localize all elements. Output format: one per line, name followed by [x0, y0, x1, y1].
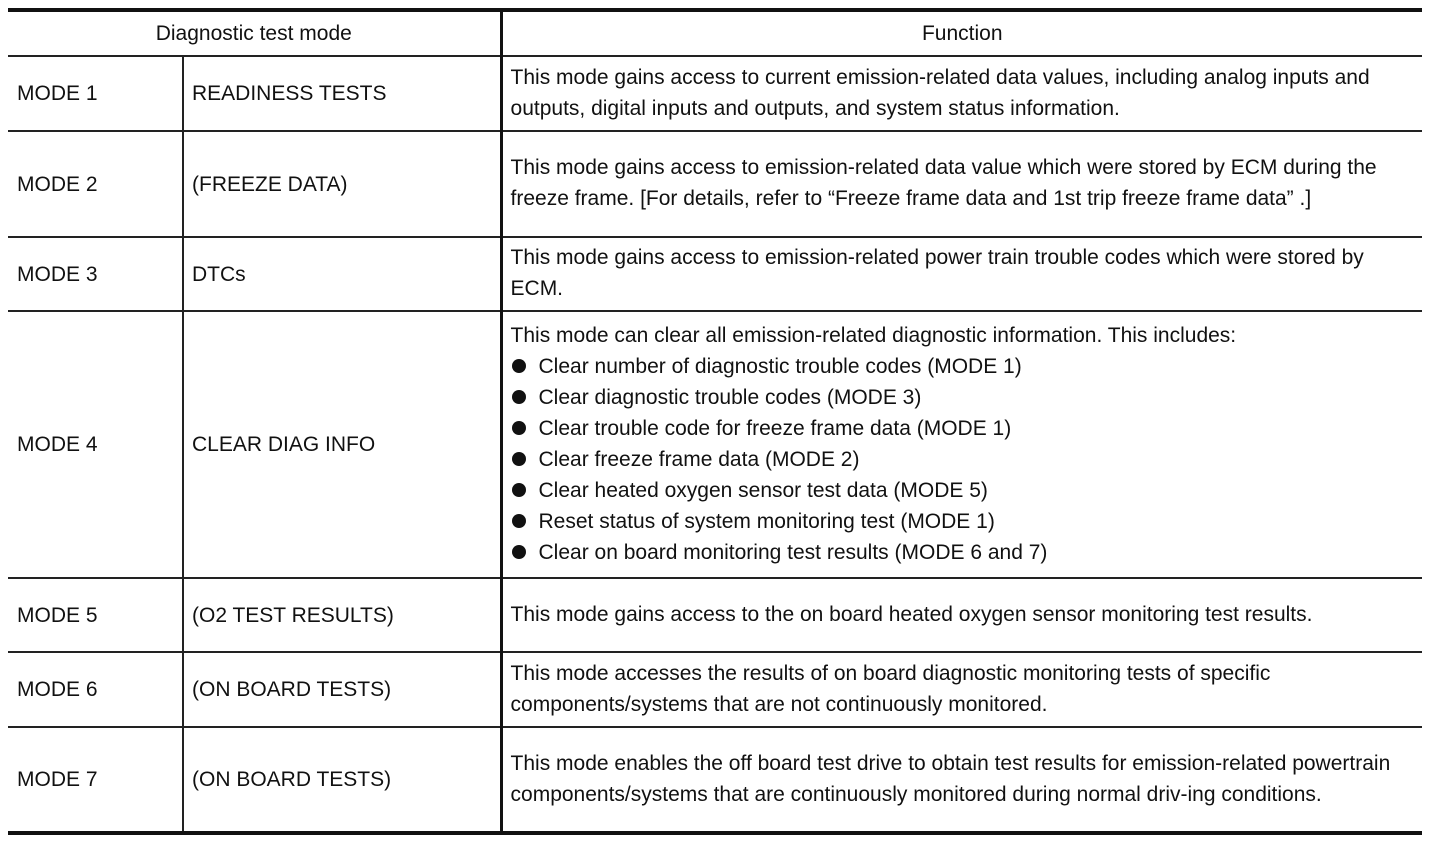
list-item: [511, 351, 1413, 382]
function-cell: This mode gains access to emission-related data value which were stored by ECM during the freeze frame. [For details, refer to “Freeze frame data and 1st trip freeze frame data” .]: [501, 131, 1422, 237]
mode-name-cell: (FREEZE DATA): [183, 131, 501, 237]
mode-name-cell: (ON BOARD TESTS): [183, 727, 501, 833]
mode-number-cell: MODE 4: [8, 311, 183, 578]
table-header: [8, 10, 1422, 56]
mode-number-cell: MODE 6: [8, 652, 183, 727]
mode-name-cell: (ON BOARD TESTS): [183, 652, 501, 727]
bullet-icon: [512, 514, 526, 528]
table-row-mode-3: [8, 237, 1422, 311]
list-item-text: Reset status of system monitoring test (MODE 1): [538, 509, 995, 533]
list-item-text: Clear trouble code for freeze frame data (MODE 1): [538, 416, 1012, 440]
function-cell: This mode gains access to the on board heated oxygen sensor monitoring test results.: [501, 578, 1422, 652]
diagnostic-mode-table: [8, 8, 1422, 835]
bullet-icon: [512, 359, 526, 373]
header-row: [8, 10, 1422, 56]
mode-name-cell: (O2 TEST RESULTS): [183, 578, 501, 652]
list-item-text: Clear freeze frame data (MODE 2): [538, 447, 860, 471]
bullet-icon: [512, 421, 526, 435]
list-item-text: Clear on board monitoring test results (MODE 6 and 7): [538, 540, 1048, 564]
function-cell: This mode enables the off board test drive to obtain test results for emission-related powertrain components/systems that are continuously monitored during normal driv-ing conditions.: [510, 751, 1391, 806]
mode-name-cell: CLEAR DIAG INFO: [183, 311, 501, 578]
list-item: [511, 537, 1413, 568]
mode-name-cell: DTCs: [183, 237, 501, 311]
header-function: Function: [501, 10, 1422, 56]
bullet-icon: [512, 545, 526, 559]
mode-number-cell: MODE 7: [8, 727, 183, 833]
table-row-mode-1: [8, 56, 1422, 131]
clear-actions-list: [511, 351, 1413, 568]
header-diagnostic-test-mode: Diagnostic test mode: [8, 10, 501, 56]
mode-number-cell: MODE 2: [8, 131, 183, 237]
list-item: [511, 413, 1413, 444]
list-item: [511, 444, 1413, 475]
function-cell: This mode gains access to emission-related power train trouble codes which were stored by ECM.: [501, 237, 1422, 311]
function-cell: [501, 311, 1422, 578]
function-intro-text: This mode can clear all emission-related diagnostic information. This includes:: [510, 323, 1237, 347]
list-item: [511, 382, 1413, 413]
function-cell: This mode accesses the results of on board diagnostic monitoring tests of specific components/systems that are not continuously monitored.: [501, 652, 1422, 727]
table-body: [8, 56, 1422, 833]
table-row-mode-2: [8, 131, 1422, 237]
list-item: [511, 506, 1413, 537]
bullet-icon: [512, 483, 526, 497]
table-row-mode-6: [8, 652, 1422, 727]
diagnostic-mode-table-container: [8, 8, 1422, 835]
table-row-mode-7: [8, 727, 1422, 833]
list-item-text: Clear number of diagnostic trouble codes (MODE 1): [538, 354, 1022, 378]
list-item: [511, 475, 1413, 506]
table-row-mode-5: [8, 578, 1422, 652]
list-item-text: Clear diagnostic trouble codes (MODE 3): [538, 385, 922, 409]
list-item-text: Clear heated oxygen sensor test data (MODE 5): [538, 478, 988, 502]
function-cell: This mode gains access to current emission-related data values, including analog inputs and outputs, digital inputs and outputs, and system status information.: [501, 56, 1422, 131]
mode-number-cell: MODE 5: [8, 578, 183, 652]
bullet-icon: [512, 390, 526, 404]
table-row-mode-4: [8, 311, 1422, 578]
mode-number-cell: MODE 3: [8, 237, 183, 311]
mode-name-cell: READINESS TESTS: [183, 56, 501, 131]
bullet-icon: [512, 452, 526, 466]
mode-number-cell: MODE 1: [8, 56, 183, 131]
